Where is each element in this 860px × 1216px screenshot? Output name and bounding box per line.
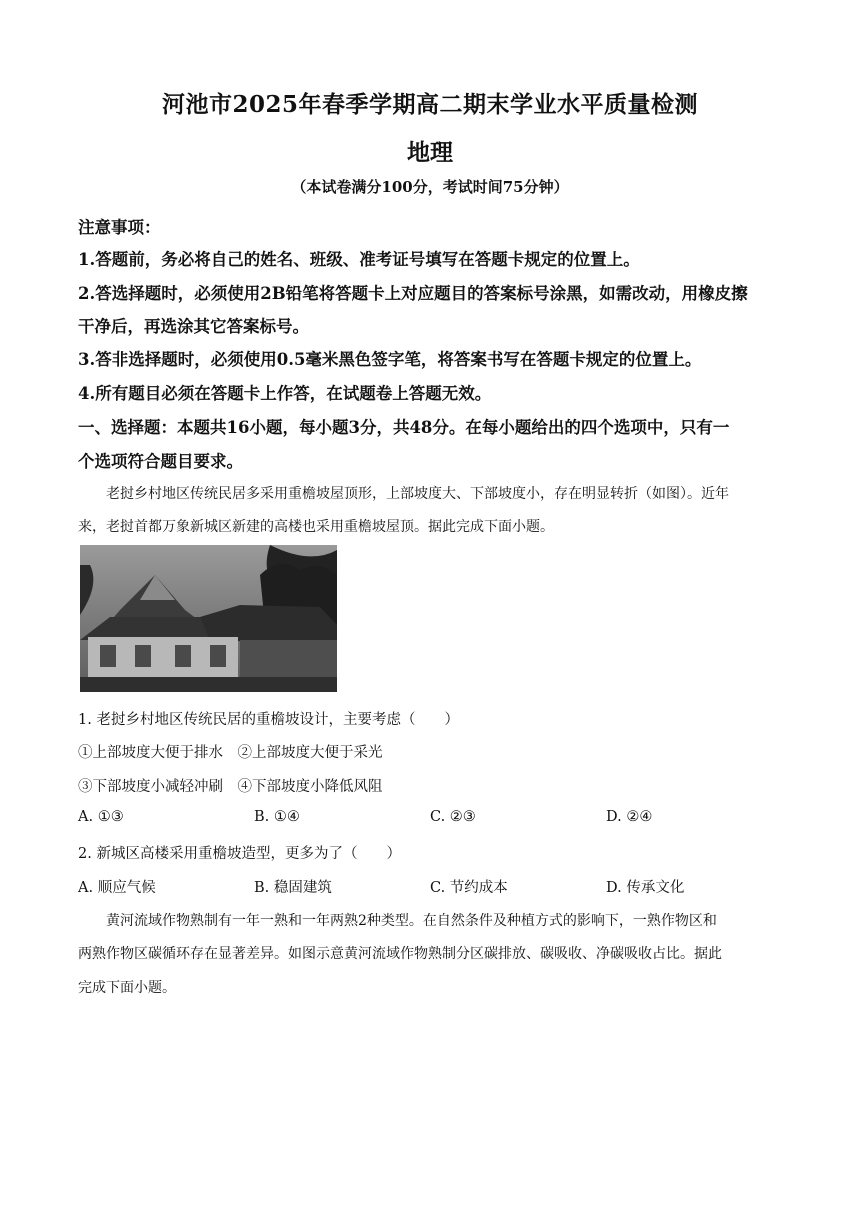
section-heading-cont: 个选项符合题目要求。 — [78, 452, 243, 471]
subject-title: 地理 — [407, 139, 453, 166]
q2-option-b[interactable]: B. 稳固建筑 — [254, 880, 332, 896]
exam-title: 河池市2025年春季学期高二期末学业水平质量检测 — [161, 91, 698, 118]
q2-option-c[interactable]: C. 节约成本 — [430, 880, 508, 896]
notice-item: 4.所有题目必须在答题卡上作答，在试题卷上答题无效。 — [78, 384, 492, 403]
q2-option-a[interactable]: A. 顺应气候 — [78, 880, 156, 896]
passage-text: 两熟作物区碳循环存在显著差异。如图示意黄河流域作物熟制分区碳排放、碳吸收、净碳吸收占比。据此 — [78, 946, 722, 962]
house-photo — [80, 545, 337, 692]
notice-item: 干净后，再选涂其它答案标号。 — [78, 317, 309, 336]
passage-text: 完成下面小题。 — [78, 980, 176, 996]
q1-option-c[interactable]: C. ②③ — [430, 809, 476, 825]
question-1-stem: 1. 老挝乡村地区传统民居的重檐坡设计，主要考虑（ ） — [78, 712, 459, 728]
question-2-stem: 2. 新城区高楼采用重檐坡造型，更多为了（ ） — [78, 846, 401, 862]
notice-heading: 注意事项： — [78, 218, 161, 237]
passage-text: 来，老挝首都万象新城区新建的高楼也采用重檐坡屋顶。据此完成下面小题。 — [78, 519, 554, 535]
exam-info: （本试卷满分100分，考试时间75分钟） — [291, 178, 569, 196]
notice-item: 1.答题前，务必将自己的姓名、班级、准考证号填写在答题卡规定的位置上。 — [78, 250, 640, 269]
q2-option-d[interactable]: D. 传承文化 — [606, 880, 685, 896]
question-1-statements: ①上部坡度大便于排水 ②上部坡度大便于采光 — [78, 745, 383, 761]
notice-item: 3.答非选择题时，必须使用0.5毫米黑色签字笔，将答案书写在答题卡规定的位置上。 — [78, 350, 702, 369]
q1-option-a[interactable]: A. ①③ — [78, 809, 124, 825]
q1-option-d[interactable]: D. ②④ — [606, 809, 653, 825]
notice-item: 2.答选择题时，必须使用2B铅笔将答题卡上对应题目的答案标号涂黑，如需改动，用橡皮擦 — [78, 284, 748, 303]
q1-option-b[interactable]: B. ①④ — [254, 809, 300, 825]
passage-text: 黄河流域作物熟制有一年一熟和一年两熟2种类型。在自然条件及种植方式的影响下，一熟作物区和 — [106, 913, 717, 929]
question-1-statements: ③下部坡度小减轻冲刷 ④下部坡度小降低风阻 — [78, 779, 383, 795]
section-heading: 一、选择题：本题共16小题，每小题3分，共48分。在每小题给出的四个选项中，只有一 — [78, 418, 730, 437]
passage-text: 老挝乡村地区传统民居多采用重檐坡屋顶形，上部坡度大、下部坡度小，存在明显转折（如图）。近年 — [106, 486, 729, 502]
